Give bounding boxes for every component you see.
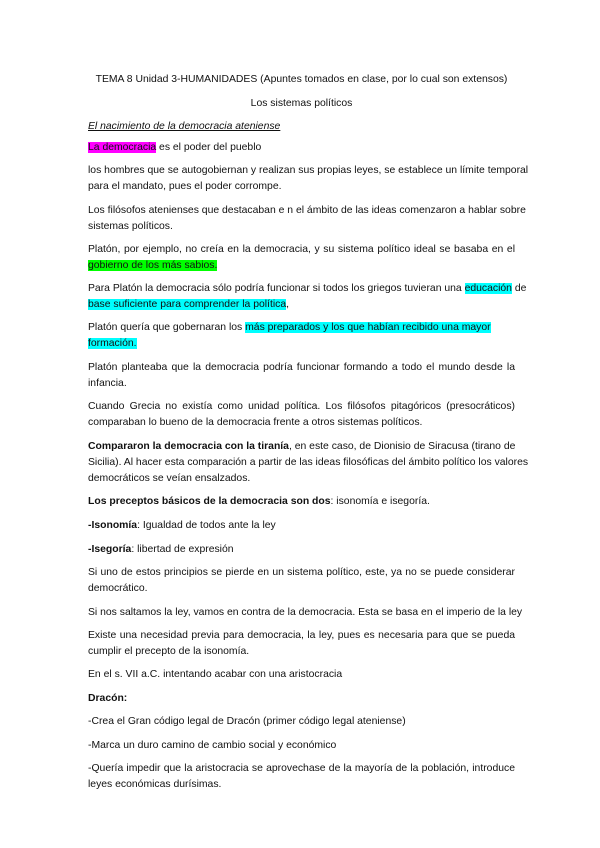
highlight-cyan: base suficiente para comprender la política [88, 299, 287, 310]
highlight-green: gobierno de los más sabios. [88, 260, 218, 271]
paragraph-2-line-2: para el mandato, pues el poder corrompe. [88, 181, 282, 192]
highlight-pink: La democracia [88, 142, 157, 153]
paragraph-13-line-2: democrático. [88, 583, 148, 594]
paragraph-3-line-1: Los filósofos atenienses que destacaban e n el ámbito de las ideas comenzaron a hablar sobre [88, 205, 526, 216]
paragraph-4-line-1: Platón, por ejemplo, no creía en la democracia, y su sistema político ideal se basaba en el [88, 244, 515, 255]
paragraph-5-line-2: base suficiente para comprender la política, [88, 299, 290, 310]
paragraph-20-line-2: leyes económicas durísimas. [88, 779, 222, 790]
paragraph-19: -Marca un duro camino de cambio social y económico [88, 740, 337, 751]
paragraph-11: -Isonomía: Igualdad de todos ante la ley [88, 520, 276, 531]
paragraph-9-line-2: Sicilia). Al hacer esta comparación a partir de las ideas filosóficas del ámbito político los valores [88, 457, 529, 468]
paragraph-5-line-1: Para Platón la democracia sólo podría funcionar si todos los griegos tuvieran una educación de [88, 283, 527, 294]
paragraph-7-line-1: Platón planteaba que la democracia podría funcionar formando a todo el mundo desde la [88, 362, 515, 373]
paragraph-6-line-2 [88, 336, 515, 352]
paragraph-2-line-1: los hombres que se autogobiernan y realizan sus propias leyes, se establece un límite temporal [88, 165, 529, 176]
paragraph-8-line-1: Cuando Grecia no existía como unidad política. Los filósofos pitagóricos (presocráticos) [88, 401, 515, 412]
highlight-cyan: educación [464, 283, 512, 294]
highlight-cyan: más preparados y los que habían recibido una mayor [245, 322, 491, 333]
paragraph-17: Dracón: [88, 693, 128, 704]
paragraph-15-line-2: cumplir el precepto de la isonomía. [88, 646, 250, 657]
paragraph-1: La democracia es el poder del pueblo [88, 142, 262, 153]
paragraph-6-line-1: Platón quería que gobernaran los más preparados y los que habían recibido una mayor [88, 322, 491, 333]
paragraph-18: -Crea el Gran código legal de Dracón (primer código legal ateniense) [88, 716, 406, 727]
paragraph-13-line-1: Si uno de estos principios se pierde en un sistema político, este, ya no se puede considerar [88, 567, 515, 578]
paragraph-12: -Isegoría: libertad de expresión [88, 544, 234, 555]
paragraph-9-line-1: Compararon la democracia con la tiranía, en este caso, de Dionisio de Siracusa (tirano de [88, 441, 516, 452]
paragraph-7-line-2: infancia. [88, 378, 127, 389]
paragraph-15-line-1: Existe una necesidad previa para democracia, la ley, pues es necesaria para que se pueda [88, 630, 515, 641]
document-subtitle: Los sistemas políticos [250, 98, 353, 109]
highlight-cyan: formación. [88, 338, 137, 349]
section-heading: El nacimiento de la democracia ateniense [88, 121, 281, 132]
paragraph-10: Los preceptos básicos de la democracia son dos: isonomía e isegoría. [88, 496, 430, 507]
document-title: TEMA 8 Unidad 3-HUMANIDADES (Apuntes tomados en clase, por lo cual son extensos) [95, 74, 508, 85]
paragraph-14: Si nos saltamos la ley, vamos en contra de la democracia. Esta se basa en el imperio de la ley [88, 607, 523, 618]
paragraph-20-line-1: -Quería impedir que la aristocracia se aprovechase de la mayoría de la población, introduce [88, 763, 515, 774]
paragraph-16: En el s. VII a.C. intentando acabar con una aristocracia [88, 669, 343, 680]
paragraph-3-line-2: sistemas políticos. [88, 221, 173, 232]
paragraph-8-line-2: comparaban lo bueno de la democracia frente a otros sistemas políticos. [88, 417, 423, 428]
paragraph-9-line-3: democráticos se veían ensalzados. [88, 473, 251, 484]
paragraph-4-line-2 [88, 258, 515, 274]
